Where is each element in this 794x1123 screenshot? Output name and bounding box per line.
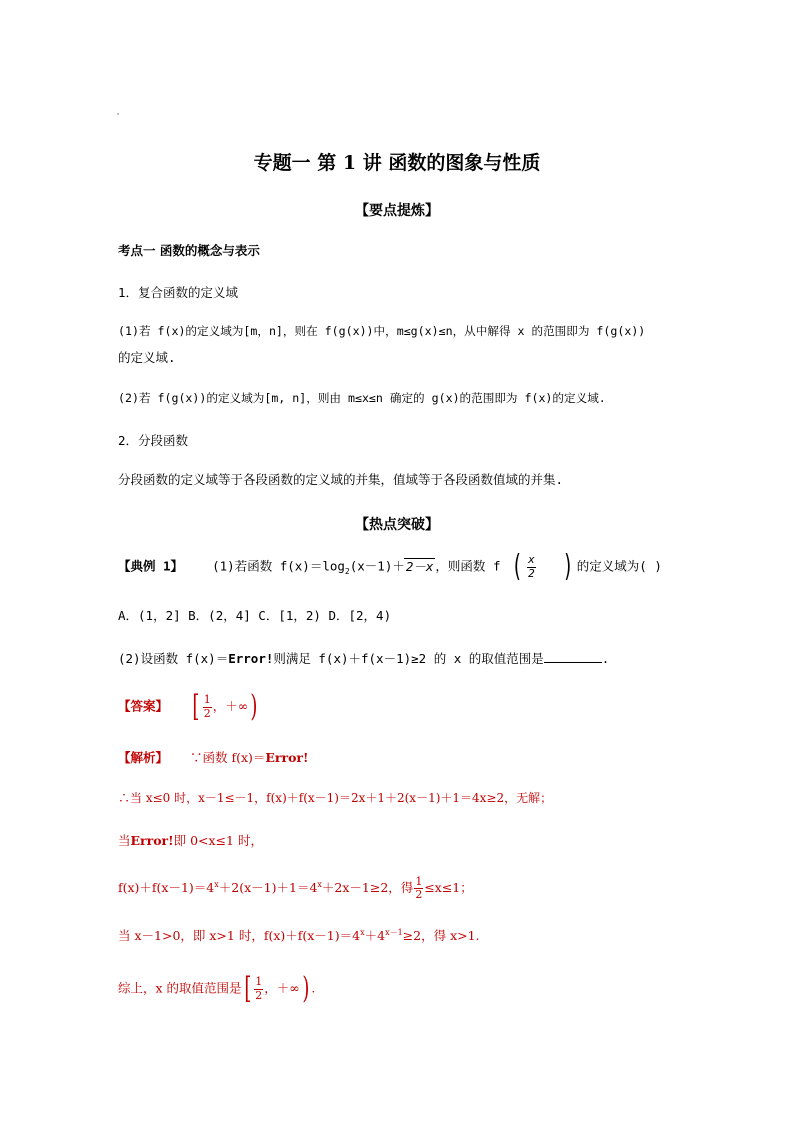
q1-after: ，则函数 f (435, 558, 501, 574)
q1-log-base: 2 (344, 567, 350, 576)
analysis-line3: 当Error!即 0<x≤1 时， (118, 833, 263, 848)
section-hot-points: 【热点突破】 (355, 517, 439, 533)
analysis-line4: $f(x)+f(x-1)=4^x+2(x-1)+1=4^x+2x-1\ge 2$，得 $\frac{1}{2}$ ≤x≤1； (118, 875, 473, 902)
q1-mid: (x－1)＋ (349, 558, 405, 574)
q1-prefix: (1)若函数 f(x)＝log (212, 558, 345, 574)
answer-options: A．(1，2] B．(2，4] C．[1，2) D．[2，4) (118, 608, 392, 623)
q1-left-paren: ( (511, 549, 523, 584)
section-key-points: 【要点提炼】 (355, 203, 439, 219)
analysis-fraction: $\frac{1}{2}$ (415, 875, 423, 902)
page-title: 专题一 第 1 讲 函数的图象与性质 (253, 152, 541, 174)
answer-label: 【答案】 (118, 698, 169, 714)
analysis-line5: 当 x－1>0，即 x>1 时，$f(x)+f(x-1)=4^x+4^{x-1}\ge 2$，得 x>1. (118, 928, 480, 944)
example-label: 【典例 1】 (118, 558, 184, 574)
q1-right-paren: ) (562, 549, 574, 584)
example-question2: (2)设函数 f(x)＝Error!则满足 f(x)＋f(x－1)≥2 的 x 的取值范围是 . (118, 651, 610, 666)
analysis-label: 【解析】 (118, 750, 169, 765)
q2-error: Error! (228, 651, 274, 666)
item1-paragraph1-line1: (1)若 f(x)的定义域为[m，n]，则在 f(g(x))中，m≤g(x)≤n，从中解得 x 的范围即为 f(g(x)) (118, 324, 646, 338)
topic-heading: 考点一 函数的概念与表示 (118, 243, 260, 258)
item2-text: 分段函数的定义域等于各段函数的定义域的并集，值域等于各段函数值域的并集. (118, 472, 564, 487)
answer-line: 【答案】 [ $\frac{1}{2}$ ，＋∞) (118, 689, 258, 724)
item1-title: 1．复合函数的定义域 (118, 285, 239, 300)
answer-fraction: $\frac{1}{2}$ (203, 693, 211, 720)
q1-sqrt: 2－x (405, 558, 434, 574)
example-question1 (118, 549, 662, 584)
q1-fraction: $\frac{x}{2}$ (528, 553, 535, 580)
analysis-line2: ∴当 x≤0 时，x－1≤－1，f(x)＋f(x－1)＝2x＋1＋2(x－1)＋1＝4x≥2，无解； (118, 791, 553, 805)
q1-suffix: 的定义域为( ) (576, 558, 662, 574)
item1-paragraph2: (2)若 f(g(x))的定义域为[m, n]，则由 m≤x≤n 确定的 g(x)的范围即为 f(x)的定义域. (118, 391, 606, 405)
analysis-line1: 【解析】 ∵函数 f(x)＝Error! (118, 750, 309, 765)
answer-blank (544, 650, 602, 663)
item2-title: 2．分段函数 (118, 433, 189, 448)
item1-paragraph1-line2: 的定义域. (118, 350, 176, 365)
page-mark (117, 113, 119, 115)
conclusion-fraction: $\frac{1}{2}$ (255, 975, 263, 1002)
analysis-line6: 综上，x 的取值范围是[ $\frac{1}{2}$ ，＋∞) . (118, 971, 316, 1006)
